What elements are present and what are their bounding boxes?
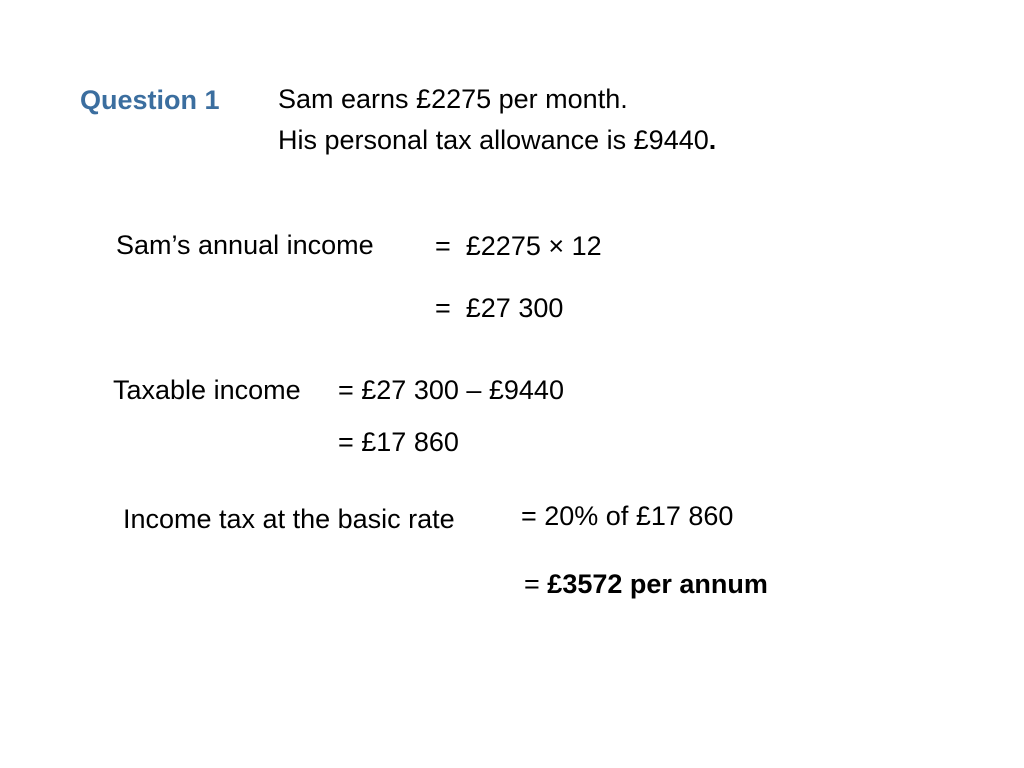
income-tax-label: Income tax at the basic rate [123,504,455,534]
income-tax-answer-value: £3572 per annum [547,569,768,599]
question-label: Question 1 [80,85,220,115]
problem-line-1: Sam earns £2275 per month. [278,84,628,114]
taxable-income-label: Taxable income [113,375,301,405]
annual-income-label: Sam’s annual income [116,230,374,260]
taxable-income-step-1: = £27 300 – £9440 [338,375,564,405]
annual-income-step-1: = £2275 × 12 [435,231,602,261]
problem-line-2-period: . [708,125,717,155]
problem-line-2 [278,127,716,154]
income-tax-answer [524,571,768,598]
taxable-income-step-2: = £17 860 [338,427,459,457]
annual-income-step-2: = £27 300 [435,293,564,323]
problem-line-2-text: His personal tax allowance is £9440 [278,125,709,155]
income-tax-step-1: = 20% of £17 860 [521,501,734,531]
income-tax-answer-equals: = [524,569,540,599]
